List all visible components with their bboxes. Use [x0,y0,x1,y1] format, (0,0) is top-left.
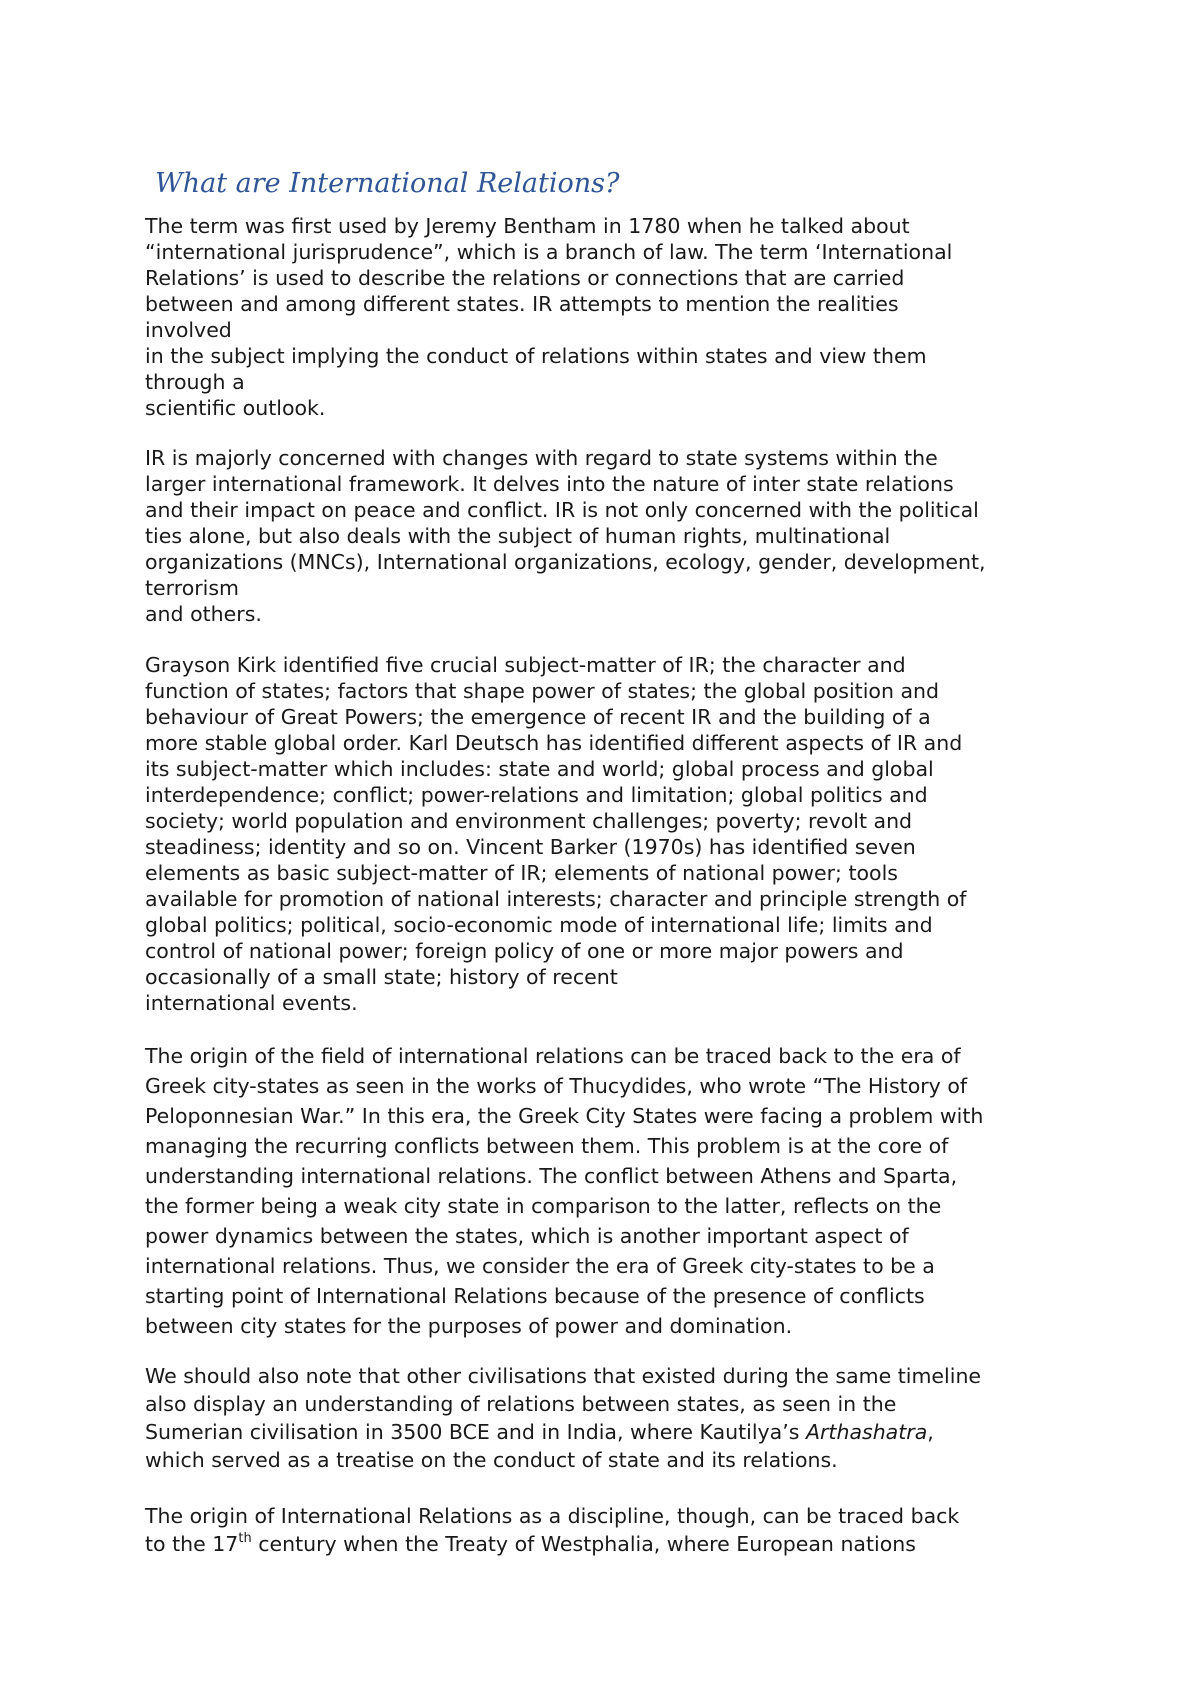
text-line: more stable global order. Karl Deutsch has identified different aspects of IR and [145,731,963,755]
book-title: Arthashatra [805,1420,928,1444]
text-line: international relations. Thus, we consider the era of Greek city-states to be a [145,1254,935,1278]
text-line: control of national power; foreign policy of one or more major powers and [145,939,904,963]
text-line: interdependence; conflict; power-relations and limitation; global politics and [145,783,928,807]
text-line: Greek city-states as seen in the works of Thucydides, who wrote “The History of [145,1074,968,1098]
text-line: international events. [145,991,358,1015]
text-fragment: century when the Treaty of Westphalia, where European nations [251,1532,916,1556]
text-line: involved [145,318,232,342]
paragraph-4 [145,1041,1075,1341]
text-line: Grayson Kirk identified five crucial subject-matter of IR; the character and [145,653,906,677]
text-line: scientific outlook. [145,396,326,420]
text-line: global politics; political, socio-economic mode of international life; limits and [145,913,933,937]
text-line: understanding international relations. The conflict between Athens and Sparta, [145,1164,958,1188]
text-line: ties alone, but also deals with the subject of human rights, multinational [145,524,891,548]
text-line [145,1418,1075,1446]
text-line: between city states for the purposes of power and domination. [145,1314,793,1338]
text-line: steadiness; identity and so on. Vincent Barker (1970s) has identified seven [145,835,916,859]
text-fragment: , [927,1420,934,1444]
text-line: function of states; factors that shape power of states; the global position and [145,679,940,703]
text-line: through a [145,370,245,394]
text-line: elements as basic subject-matter of IR; elements of national power; tools [145,861,898,885]
text-line [145,1530,1075,1558]
text-line: and others. [145,602,262,626]
text-line: its subject-matter which includes: state and world; global process and global [145,757,934,781]
text-line: The term was first used by Jeremy Bentham in 1780 when he talked about [145,214,910,238]
text-line: managing the recurring conflicts between them. This problem is at the core of [145,1134,949,1158]
page-title: What are International Relations? [155,168,620,199]
text-line: power dynamics between the states, which is another important aspect of [145,1224,909,1248]
text-line: starting point of International Relations because of the presence of conflicts [145,1284,925,1308]
text-line: occasionally of a small state; history of recent [145,965,618,989]
text-line: larger international framework. It delves into the nature of inter state relations [145,472,954,496]
text-line: Peloponnesian War.” In this era, the Greek City States were facing a problem with [145,1104,984,1128]
text-fragment: Sumerian civilisation in 3500 BCE and in India, where Kautilya’s [145,1420,806,1444]
text-line: the former being a weak city state in comparison to the latter, reflects on the [145,1194,942,1218]
text-line: available for promotion of national interests; character and principle strength of [145,887,967,911]
text-line: The origin of International Relations as a discipline, though, can be traced back [145,1504,960,1528]
text-line: terrorism [145,576,240,600]
text-line: between and among different states. IR attempts to mention the realities [145,292,899,316]
paragraph-3 [145,652,1075,1016]
text-line: society; world population and environment challenges; poverty; revolt and [145,809,913,833]
text-line: IR is majorly concerned with changes with regard to state systems within the [145,446,938,470]
text-line: We should also note that other civilisations that existed during the same timeline [145,1364,982,1388]
text-line: in the subject implying the conduct of relations within states and view them [145,344,927,368]
paragraph-5 [145,1362,1075,1474]
text-line: organizations (MNCs), International organizations, ecology, gender, development, [145,550,986,574]
text-line: Relations’ is used to describe the relations or connections that are carried [145,266,905,290]
text-line: behaviour of Great Powers; the emergence of recent IR and the building of a [145,705,931,729]
text-line: which served as a treatise on the conduct of state and its relations. [145,1448,838,1472]
text-line: and their impact on peace and conflict. IR is not only concerned with the political [145,498,979,522]
paragraph-6 [145,1502,1075,1558]
text-line: “international jurisprudence”, which is a branch of law. The term ‘International [145,240,953,264]
paragraph-1 [145,213,1075,421]
paragraph-2 [145,445,1075,627]
text-fragment: to the 17 [145,1532,239,1556]
text-line: also display an understanding of relations between states, as seen in the [145,1392,897,1416]
text-line: The origin of the field of international relations can be traced back to the era of [145,1044,961,1068]
superscript: th [238,1531,252,1546]
